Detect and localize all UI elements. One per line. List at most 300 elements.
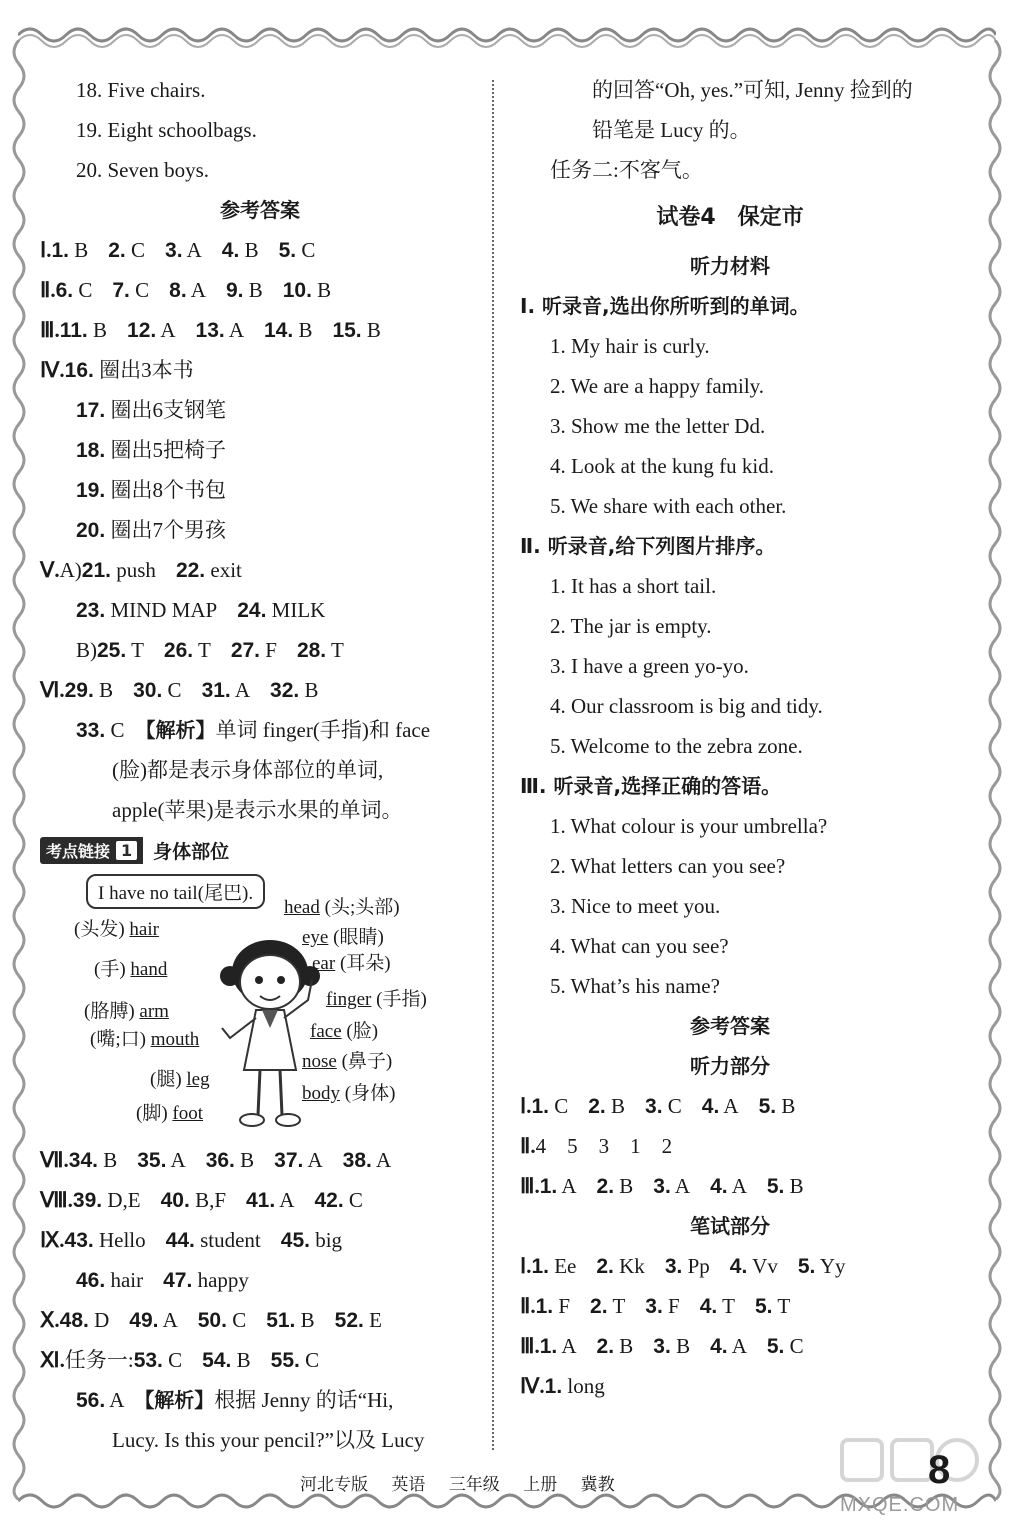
- body-label-hair: (头发) hair: [74, 919, 159, 940]
- answer-value: T: [722, 1294, 735, 1318]
- answer-value: E: [369, 1308, 382, 1332]
- sub-prefix: B): [76, 638, 97, 662]
- answer-value: B: [611, 1094, 626, 1118]
- answer-value: T: [197, 638, 211, 662]
- answer-row: [40, 670, 480, 710]
- section-numeral: Ⅲ.: [520, 1334, 540, 1358]
- answer-group: [56, 278, 352, 302]
- question-number: 15.: [332, 319, 362, 342]
- answer-value: A: [731, 1174, 747, 1198]
- answer-value: A: [186, 238, 202, 262]
- question-number: 49.: [129, 1309, 159, 1332]
- right-column: [520, 70, 940, 1406]
- listening-item: 4. What can you see?: [550, 934, 729, 958]
- answer-group: [65, 678, 339, 702]
- explanation-line: [40, 1380, 480, 1420]
- answer-row: [40, 550, 480, 590]
- question-number: 38.: [342, 1149, 372, 1172]
- question-number: 3.: [645, 1095, 663, 1118]
- body-label-finger: finger (手指): [326, 989, 427, 1010]
- section-heading: Ⅲ. 听录音,选择正确的答语。: [520, 774, 782, 798]
- question-number: 2.: [588, 1095, 606, 1118]
- answer-group: [97, 638, 364, 662]
- question-number: 25.: [97, 639, 127, 662]
- listening-item: 3. Nice to meet you.: [550, 894, 721, 918]
- section-numeral: Ⅺ.: [40, 1348, 65, 1372]
- listening-item: 5. What’s his name?: [550, 974, 720, 998]
- answer-row: [40, 1300, 480, 1340]
- answer-group: [76, 518, 246, 542]
- question-number: 23.: [76, 599, 106, 622]
- tag-title: 身体部位: [153, 840, 230, 863]
- explanation-line: [40, 710, 480, 750]
- question-number: 4.: [701, 1095, 720, 1118]
- answer-value: C: [789, 1334, 804, 1358]
- listening-items: [520, 326, 940, 526]
- question-number: 27.: [230, 639, 261, 662]
- answer-value: Pp: [687, 1254, 710, 1278]
- question-number: 35.: [137, 1149, 167, 1172]
- answer-value: C: [667, 1094, 682, 1118]
- question-number: 54.: [202, 1349, 232, 1372]
- answer-row: [40, 510, 480, 550]
- answer-group: [531, 1094, 815, 1118]
- answer-group: [536, 1294, 811, 1318]
- answer-value: A: [234, 678, 251, 702]
- task-line: 任务二:不客气。: [550, 158, 703, 182]
- answer-group: [65, 1228, 363, 1252]
- text-line: 18. Five chairs.: [76, 78, 206, 102]
- written-part-heading: 笔试部分: [690, 1214, 770, 1238]
- wavy-border-left: [6, 40, 32, 1500]
- question-number: 16.: [64, 359, 94, 382]
- footer-item: 冀教: [580, 1475, 615, 1495]
- answer-group: [69, 1148, 411, 1172]
- explanation-line: apple(苹果)是表示水果的单词。: [112, 798, 403, 822]
- section-numeral: Ⅴ.: [40, 558, 60, 582]
- section-numeral: Ⅳ.: [520, 1374, 545, 1398]
- answer-value: A: [731, 1334, 747, 1358]
- question-number: 1.: [51, 239, 69, 262]
- text-line: 20. Seven boys.: [76, 158, 209, 182]
- answer-group: [76, 438, 246, 462]
- answer-value: T: [131, 638, 144, 662]
- answer-value: A: [723, 1094, 739, 1118]
- section-numeral: Ⅱ.: [520, 1134, 536, 1158]
- answer-row: [40, 1340, 480, 1380]
- answer-value: B: [298, 318, 313, 342]
- footer-item: 三年级: [448, 1475, 500, 1495]
- question-number: 31.: [201, 679, 231, 702]
- question-number: 56.: [76, 1389, 106, 1412]
- answer-value: B: [317, 278, 332, 302]
- answer-value: B: [676, 1334, 691, 1358]
- answer-value: D,E: [107, 1188, 141, 1212]
- listening-item: 3. Show me the letter Dd.: [550, 414, 766, 438]
- question-number: 17.: [76, 399, 106, 422]
- explanation-line: Lucy. Is this your pencil?”以及 Lucy: [112, 1428, 425, 1452]
- section-numeral: Ⅶ.: [40, 1148, 69, 1172]
- answer-row: [520, 1246, 940, 1286]
- question-number: 6.: [55, 279, 74, 302]
- question-number: 47.: [163, 1269, 193, 1292]
- question-number: 2.: [590, 1295, 608, 1318]
- body-label-eye: eye (眼睛): [302, 927, 384, 948]
- answer-value: F: [265, 638, 277, 662]
- question-number: 4.: [699, 1295, 718, 1318]
- explanation-text: 单词 finger(手指)和 face: [215, 718, 431, 742]
- answer-value: A: [561, 1174, 577, 1198]
- answer-row: [40, 1140, 480, 1180]
- answer-group: [60, 1308, 402, 1332]
- question-number: 53.: [133, 1349, 163, 1372]
- question-number: 18.: [76, 439, 106, 462]
- body-label-nose: nose (鼻子): [302, 1051, 393, 1072]
- question-number: 5.: [766, 1175, 785, 1198]
- answer-value: Yy: [819, 1254, 846, 1278]
- answer-sequence: 4 5 3 1 2: [535, 1134, 673, 1158]
- listening-item: 3. I have a green yo-yo.: [550, 654, 749, 678]
- listening-items: [520, 806, 940, 1006]
- answer-value: MIND MAP: [110, 598, 218, 622]
- answer-value: A: [160, 318, 176, 342]
- answer-value: C: [348, 1188, 363, 1212]
- answer-heading: 参考答案: [220, 198, 300, 222]
- answer-value: exit: [210, 558, 242, 582]
- column-divider: [492, 80, 494, 1450]
- question-number: 2.: [108, 239, 126, 262]
- answer-row: [520, 1126, 940, 1166]
- answer-value: C: [168, 1348, 183, 1372]
- section-numeral: Ⅰ.: [520, 1094, 532, 1118]
- answer-group: [51, 238, 335, 262]
- body-label-face: face (脸): [310, 1021, 379, 1042]
- question-number: 4.: [221, 239, 240, 262]
- footer-item: 英语: [391, 1475, 426, 1495]
- answer-value: B: [304, 678, 319, 702]
- question-number: 36.: [205, 1149, 235, 1172]
- answer-row: [520, 1286, 940, 1326]
- answer-value: happy: [197, 1268, 249, 1292]
- answer-value: Ee: [554, 1254, 577, 1278]
- question-number: 9.: [225, 279, 244, 302]
- section-numeral: Ⅸ.: [40, 1228, 65, 1252]
- question-number: 28.: [296, 639, 327, 662]
- answer-value: C: [554, 1094, 569, 1118]
- wavy-border-right: [982, 40, 1008, 1500]
- question-number: 1.: [531, 1255, 549, 1278]
- body-label-head: head (头;头部): [284, 897, 400, 918]
- question-number: 5.: [278, 239, 297, 262]
- answer-value: C: [301, 238, 316, 262]
- question-number: 46.: [76, 1269, 106, 1292]
- question-number: 40.: [160, 1189, 190, 1212]
- answer-row: [520, 1086, 940, 1126]
- section-numeral: Ⅰ.: [520, 1254, 532, 1278]
- question-number: 24.: [237, 599, 267, 622]
- answer-value: B: [240, 1148, 255, 1172]
- question-number: 10.: [282, 279, 312, 302]
- question-number: 43.: [64, 1229, 94, 1252]
- question-number: 52.: [334, 1309, 364, 1332]
- answer-value: B: [103, 1148, 118, 1172]
- section-heading: Ⅱ. 听录音,给下列图片排序。: [520, 534, 776, 558]
- text-line: 19. Eight schoolbags.: [76, 118, 257, 142]
- question-number: 41.: [246, 1189, 276, 1212]
- answer-row: [40, 390, 480, 430]
- answer-group: [73, 1188, 383, 1212]
- listening-material-heading: 听力材料: [690, 254, 770, 278]
- question-number: 22.: [175, 559, 206, 582]
- question-number: 4.: [710, 1175, 728, 1198]
- listening-items: [520, 566, 940, 766]
- answer-value: push: [116, 558, 156, 582]
- listening-item: 1. My hair is curly.: [550, 334, 710, 358]
- answer-row: [40, 1260, 480, 1300]
- footer: [300, 1470, 633, 1495]
- answer-value: C: [167, 678, 182, 702]
- answer-value: C: [305, 1348, 320, 1372]
- answer-row: [520, 1366, 940, 1406]
- answer-group: [76, 1268, 269, 1292]
- answer-value: B: [248, 278, 263, 302]
- listening-item: 2. What letters can you see?: [550, 854, 786, 878]
- question-number: 21.: [81, 559, 111, 582]
- question-number: 3.: [165, 239, 183, 262]
- section-numeral: Ⅳ.: [40, 358, 65, 382]
- answer-row: [520, 1166, 940, 1206]
- body-label-body: body (身体): [302, 1083, 396, 1104]
- body-label-arm: (胳膊) arm: [84, 1001, 169, 1022]
- question-number: 29.: [64, 679, 94, 702]
- footer-item: 上册: [523, 1475, 558, 1495]
- answer-value: A: [190, 278, 206, 302]
- exam-title: 试卷4 保定市: [656, 205, 804, 230]
- section-numeral: Ⅹ.: [40, 1308, 60, 1332]
- explanation-line: (脸)都是表示身体部位的单词,: [112, 758, 384, 782]
- page-number: 8: [928, 1448, 951, 1492]
- question-number: 7.: [112, 279, 130, 302]
- question-number: 42.: [314, 1189, 344, 1212]
- answer-row: [40, 1220, 480, 1260]
- answer-value: A: [170, 1148, 186, 1172]
- body-parts-diagram: [40, 870, 480, 1140]
- question-number: 3.: [653, 1335, 671, 1358]
- listening-item: 2. We are a happy family.: [550, 374, 765, 398]
- answer-value: long: [567, 1374, 605, 1398]
- section-numeral: Ⅷ.: [40, 1188, 73, 1212]
- answer-value: C: [131, 238, 146, 262]
- answer-row: [40, 470, 480, 510]
- answer-value: D: [94, 1308, 110, 1332]
- section-heading: Ⅰ. 听录音,选出你所听到的单词。: [520, 294, 810, 318]
- answer-group: [60, 318, 401, 342]
- question-number: 39.: [72, 1189, 103, 1212]
- explanation-line: 铅笔是 Lucy 的。: [592, 118, 751, 142]
- question-number: 48.: [59, 1309, 89, 1332]
- explanation-line: 的回答“Oh, yes.”可知, Jenny 捡到的: [592, 78, 913, 102]
- answer-heading: 参考答案: [690, 1014, 770, 1038]
- answer-value: A: [279, 1188, 295, 1212]
- answer-value: C: [135, 278, 150, 302]
- answer-group: [65, 358, 214, 382]
- speech-bubble: I have no tail(尾巴).: [86, 874, 265, 909]
- answer-row: [40, 1180, 480, 1220]
- answer-value: Kk: [619, 1254, 645, 1278]
- answer-value: A: [561, 1334, 577, 1358]
- answer-value: B: [93, 318, 108, 342]
- section-numeral: Ⅲ.: [520, 1174, 540, 1198]
- body-label-ear: ear (耳朵): [312, 953, 391, 974]
- body-label-leg: (腿) leg: [150, 1069, 210, 1090]
- answer-value: hair: [110, 1268, 144, 1292]
- section-numeral: Ⅱ.: [40, 278, 56, 302]
- answer-row: [40, 590, 480, 630]
- question-number: 50.: [197, 1309, 227, 1332]
- answer-value: A: [307, 1148, 323, 1172]
- answer-value: B: [244, 238, 259, 262]
- question-number: 5.: [758, 1095, 777, 1118]
- question-number: 26.: [163, 639, 194, 662]
- answer-value: B: [619, 1334, 634, 1358]
- answer-value: C: [110, 718, 125, 742]
- listening-item: 1. What colour is your umbrella?: [550, 814, 828, 838]
- answer-value: T: [612, 1294, 626, 1318]
- footer-item: 河北专版: [300, 1475, 368, 1495]
- question-number: 51.: [266, 1309, 296, 1332]
- answer-value: student: [200, 1228, 261, 1252]
- body-label-foot: (脚) foot: [136, 1103, 204, 1124]
- answer-value: 圈出7个男孩: [110, 518, 226, 542]
- question-number: 1.: [544, 1375, 563, 1398]
- sub-prefix: 任务一:: [64, 1348, 134, 1372]
- question-number: 19.: [76, 479, 106, 502]
- question-number: 55.: [270, 1349, 300, 1372]
- question-number: 2.: [596, 1175, 615, 1198]
- listening-item: 2. The jar is empty.: [550, 614, 712, 638]
- tag-number: 1: [116, 841, 137, 860]
- answer-value: big: [315, 1228, 343, 1252]
- key-point-link: [40, 830, 480, 870]
- answer-value: B: [366, 318, 381, 342]
- question-number: 20.: [76, 519, 106, 542]
- question-number: 1.: [539, 1175, 558, 1198]
- listening-item: 4. Our classroom is big and tidy.: [550, 694, 823, 718]
- answer-group: [76, 478, 246, 502]
- answer-value: T: [777, 1294, 791, 1318]
- question-number: 37.: [274, 1149, 304, 1172]
- analysis-bracket: 【解析】: [145, 718, 216, 742]
- listening-item: 4. Look at the kung fu kid.: [550, 454, 774, 478]
- answer-value: B: [781, 1094, 796, 1118]
- question-number: 1.: [539, 1335, 558, 1358]
- answer-value: MILK: [271, 598, 326, 622]
- analysis-bracket: 【解析】: [144, 1388, 215, 1412]
- body-label-hand: (手) hand: [94, 959, 168, 980]
- question-number: 14.: [263, 319, 294, 342]
- watermark-text: MXQE.COM: [840, 1494, 960, 1516]
- answer-value: 圈出5把椅子: [110, 438, 226, 462]
- question-number: 32.: [270, 679, 300, 702]
- answer-value: A: [109, 1388, 124, 1412]
- listening-item: 5. We share with each other.: [550, 494, 787, 518]
- answer-row: [40, 310, 480, 350]
- answer-value: A: [228, 318, 244, 342]
- answer-value: B,F: [195, 1188, 226, 1212]
- listening-part-heading: 听力部分: [690, 1054, 770, 1078]
- answer-value: T: [331, 638, 344, 662]
- answer-group: [134, 1348, 339, 1372]
- question-number: 2.: [596, 1335, 615, 1358]
- answer-value: A: [674, 1174, 691, 1198]
- section-numeral: Ⅰ.: [40, 238, 52, 262]
- question-number: 1.: [531, 1095, 549, 1118]
- answer-value: C: [78, 278, 93, 302]
- answer-value: B: [789, 1174, 804, 1198]
- answer-group: [76, 598, 345, 622]
- question-number: 12.: [127, 319, 157, 342]
- answer-value: 圈出3本书: [99, 358, 194, 382]
- key-point-tag: [40, 837, 143, 864]
- section-numeral: Ⅱ.: [520, 1294, 536, 1318]
- question-number: 3.: [653, 1175, 671, 1198]
- question-number: 2.: [596, 1255, 614, 1278]
- left-column: [40, 70, 480, 1460]
- body-label-mouth: (嘴;口) mouth: [90, 1029, 200, 1050]
- answer-group: [545, 1374, 625, 1398]
- question-number: 33.: [76, 719, 106, 742]
- question-number: 30.: [133, 679, 163, 702]
- answer-value: F: [668, 1294, 680, 1318]
- answer-value: C: [232, 1308, 247, 1332]
- answer-group: [540, 1174, 824, 1198]
- question-number: 5.: [797, 1255, 816, 1278]
- answer-value: B: [236, 1348, 251, 1372]
- answer-row: [520, 1326, 940, 1366]
- answer-group: [76, 398, 246, 422]
- answer-value: B: [300, 1308, 315, 1332]
- answer-value: Vv: [752, 1254, 778, 1278]
- answer-group: [531, 1254, 865, 1278]
- question-number: 8.: [169, 279, 187, 302]
- question-number: 4.: [710, 1335, 728, 1358]
- answer-group: [82, 558, 262, 582]
- answer-row: [40, 430, 480, 470]
- answer-row: [40, 630, 480, 670]
- question-number: 13.: [195, 319, 225, 342]
- answer-value: 圈出6支钢笔: [110, 398, 226, 422]
- listening-item: 5. Welcome to the zebra zone.: [550, 734, 803, 758]
- answer-value: 圈出8个书包: [110, 478, 226, 502]
- answer-row: [40, 350, 480, 390]
- question-number: 11.: [59, 319, 88, 342]
- question-number: 45.: [280, 1229, 310, 1252]
- listening-item: 1. It has a short tail.: [550, 574, 717, 598]
- question-number: 1.: [535, 1295, 554, 1318]
- answer-group: [540, 1334, 824, 1358]
- answer-value: Hello: [98, 1228, 146, 1252]
- question-number: 3.: [645, 1295, 663, 1318]
- question-number: 34.: [68, 1149, 98, 1172]
- answer-value: B: [74, 238, 89, 262]
- answer-value: B: [619, 1174, 634, 1198]
- answer-value: A: [162, 1308, 178, 1332]
- question-number: 3.: [664, 1255, 683, 1278]
- answer-value: B: [99, 678, 114, 702]
- tag-label: 考点链接: [46, 841, 111, 861]
- question-number: 4.: [729, 1255, 748, 1278]
- section-numeral: Ⅵ.: [40, 678, 65, 702]
